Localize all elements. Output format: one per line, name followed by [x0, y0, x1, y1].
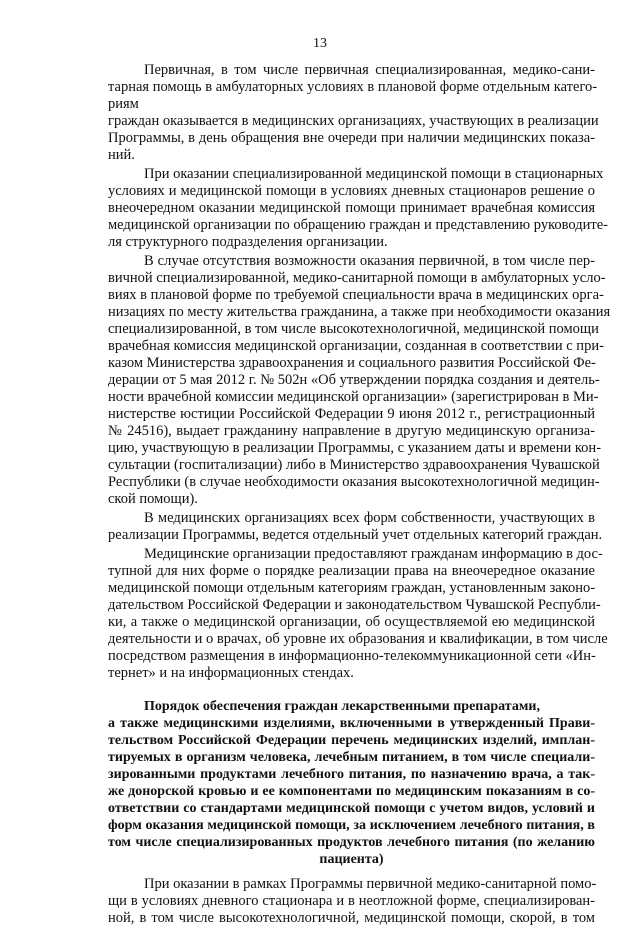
- section-heading-line: же донорской кровью и ее компонентами по медицинским показаниям в со-: [108, 784, 595, 799]
- paragraph-line: посредством размещения в информационно-телекоммуникационной сети «Ин-: [108, 648, 596, 664]
- paragraph-line: виях в плановой форме по требуемой специальности врача в медицинских орга-: [108, 287, 604, 303]
- section-heading-line: тируемых в организм человека, лечебным питанием, в том числе специали-: [108, 750, 595, 765]
- section-heading-line: ответствии со стандартами медицинской помощи с учетом видов, условий и: [108, 801, 595, 816]
- paragraph-line: № 24516), выдает гражданину направление в другую медицинскую организа-: [108, 423, 595, 439]
- paragraph-line: ний.: [108, 147, 135, 163]
- paragraph-line: В случае отсутствия возможности оказания первичной, в том числе пер-: [144, 253, 595, 269]
- section-heading-line: а также медицинскими изделиями, включенными в утвержденный Прави-: [108, 716, 595, 731]
- paragraph-line: сультации (госпитализации) либо в Министерство здравоохранения Чувашской: [108, 457, 600, 473]
- paragraph-line: При оказании в рамках Программы первичной медико-санитарной помо-: [144, 876, 597, 892]
- paragraph-line: Первичная, в том числе первичная специализированная, медико-сани-: [144, 62, 595, 78]
- paragraph-line: вичной специализированной, медико-санитарной помощи в амбулаторных усло-: [108, 270, 606, 286]
- page-number: 13: [313, 36, 327, 51]
- paragraph-line: При оказании специализированной медицинской помощи в стационарных: [144, 166, 604, 182]
- paragraph-line: ля структурного подразделения организации.: [108, 234, 388, 250]
- paragraph-line: медицинской помощи отдельным категориям граждан, установленным законо-: [108, 580, 596, 596]
- paragraph-line: дерации от 5 мая 2012 г. № 502н «Об утверждении порядка создания и деятель-: [108, 372, 600, 388]
- section-heading-line: зированными продуктами лечебного питания, по назначению врача, а так-: [108, 767, 595, 782]
- section-heading-line: том числе специализированных продуктов лечебного питания (по желанию: [108, 835, 595, 850]
- paragraph-line: Медицинские организации предоставляют гражданам информацию в дос-: [144, 546, 603, 562]
- paragraph-line: Программы, в день обращения вне очереди при наличии медицинских показа-: [108, 130, 595, 146]
- paragraph-line: медицинской организации по обращению граждан и представлению руководите-: [108, 217, 608, 233]
- paragraph-line: специализированной, в том числе высокотехнологичной, медицинской помощи: [108, 321, 599, 337]
- paragraph-line: тупной для них форме о порядке реализации права на внеочередное оказание: [108, 563, 595, 579]
- paragraph-line: врачебная комиссия медицинской организации, созданная в соответствии с при-: [108, 338, 604, 354]
- paragraph-line: ности врачебной комиссии медицинской организации» (зарегистрирован в Ми-: [108, 389, 599, 405]
- paragraph-line: ной, в том числе высокотехнологичной, медицинской помощи, скорой, в том: [108, 910, 595, 926]
- paragraph-line: внеочередном оказании медицинской помощи принимает врачебная комиссия: [108, 200, 595, 216]
- paragraph-line: граждан оказывается в медицинских организациях, участвующих в реализации: [108, 113, 599, 129]
- paragraph-line: цию, участвующую в реализации Программы, с указанием даты и времени кон-: [108, 440, 602, 456]
- paragraph-line: тернет» и на информационных стендах.: [108, 665, 354, 681]
- paragraph-line: деятельности и о врачах, об уровне их образования и квалификации, в том числе: [108, 631, 608, 647]
- paragraph-line: риям: [108, 96, 139, 112]
- section-heading-line: форм оказания медицинской помощи, за исключением лечебного питания, в: [108, 818, 595, 833]
- paragraph-line: казом Министерства здравоохранения и социального развития Российской Фе-: [108, 355, 596, 371]
- paragraph-line: дательством Российской Федерации и законодательством Чувашской Республи-: [108, 597, 601, 613]
- paragraph-line: щи в условиях дневного стационара и в неотложной форме, специализирован-: [108, 893, 595, 909]
- paragraph-line: В медицинских организациях всех форм собственности, участвующих в: [144, 510, 595, 526]
- section-heading-line: пациента): [319, 852, 384, 867]
- paragraph-line: низациях по месту жительства гражданина, а также при необходимости оказания: [108, 304, 611, 320]
- paragraph-line: реализации Программы, ведется отдельный учет отдельных категорий граждан.: [108, 527, 603, 543]
- paragraph-line: условиях и медицинской помощи в условиях дневных стационаров решение о: [108, 183, 595, 199]
- paragraph-line: нистерстве юстиции Российской Федерации 9 июня 2012 г., регистрационный: [108, 406, 595, 422]
- paragraph-line: ки, а также о медицинской организации, об осуществляемой ею медицинской: [108, 614, 595, 630]
- section-heading-line: Порядок обеспечения граждан лекарственными препаратами,: [144, 699, 540, 714]
- paragraph-line: ской помощи).: [108, 491, 198, 507]
- section-heading-line: тельством Российской Федерации перечень медицинских изделий, имплан-: [108, 733, 595, 748]
- paragraph-line: тарная помощь в амбулаторных условиях в плановой форме отдельным катего-: [108, 79, 598, 95]
- paragraph-line: Республики (в случае необходимости оказания высокотехнологичной медицин-: [108, 474, 600, 490]
